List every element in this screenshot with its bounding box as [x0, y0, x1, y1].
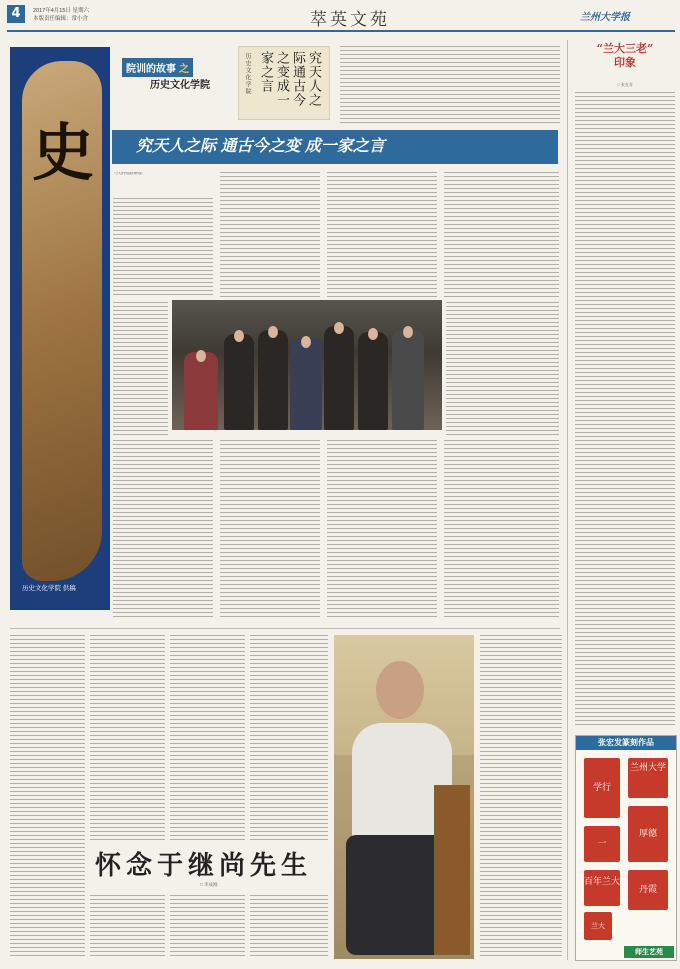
col4-text: [444, 172, 559, 298]
page-header: [0, 0, 680, 32]
photo-face: [368, 328, 378, 340]
seal-box-header: 张宏发篆刻作品: [576, 736, 676, 750]
kicker-text: 院训的故事: [126, 64, 176, 75]
col1-text: [113, 198, 213, 298]
seal-4: 厚德: [628, 806, 668, 862]
photo-face: [196, 350, 206, 362]
article-byline: □ 李成刚: [200, 882, 218, 887]
feature-banner: 究天人之际 通古今之变 成一家之言: [112, 130, 558, 164]
poster-caption: 历史文化学院 供稿: [22, 585, 76, 592]
side-title-main: “兰大三老”: [596, 42, 654, 55]
header-rule: [7, 30, 675, 32]
photo-face: [403, 326, 413, 338]
photo-person: [224, 334, 254, 430]
bottom-col2-text: [90, 635, 165, 840]
bottom-col5-text: [480, 635, 562, 959]
portrait-photo: [334, 635, 474, 959]
col2-text: [220, 172, 320, 298]
mid-col2-text: [220, 440, 320, 620]
column-divider: [567, 40, 568, 960]
photo-person: [358, 332, 388, 430]
seal-7: 兰大: [584, 912, 612, 940]
seal-3: 一: [584, 826, 620, 862]
bottom-col4-text: [250, 635, 328, 840]
side-column-text: [575, 92, 675, 727]
portrait-face: [376, 661, 424, 719]
side-title: [575, 42, 675, 70]
feature-kicker: [122, 58, 193, 77]
poster-calligraphy: 史: [31, 116, 94, 189]
editor-line: 本版责任编辑：常小含: [33, 16, 89, 22]
calligraphy-sign: 历史文化学院: [244, 53, 251, 95]
bottom-col3b-text: [170, 895, 245, 959]
calligraphy-image: [238, 46, 330, 120]
seal-1: 学行: [584, 758, 620, 818]
article-title: 怀念于继尚先生: [95, 851, 313, 881]
col3-text: [327, 172, 437, 298]
top-right-text: [340, 46, 560, 124]
col4b-text: [446, 302, 559, 437]
photo-person: [392, 330, 424, 430]
mid-col4-text: [444, 440, 559, 620]
photo-person: [324, 326, 354, 430]
section-title: 萃英文苑: [310, 10, 390, 30]
mid-col1-text: [113, 440, 213, 620]
seal-5: 百年兰大: [584, 870, 620, 906]
feature-subtitle: 历史文化学院: [150, 80, 210, 91]
masthead: 兰州大学报: [580, 12, 630, 23]
kicker-tag: 之: [179, 64, 189, 75]
calligraphy-col1: 究天人之: [306, 51, 321, 107]
date-line: 2017年4月15日 星期六: [33, 8, 89, 14]
bottom-col3-text: [170, 635, 245, 840]
photo-person: [258, 330, 288, 430]
seal-box-footer: 师生艺苑: [624, 946, 674, 958]
photo-face: [334, 322, 344, 334]
poster-image: [10, 47, 110, 610]
bottom-col4b-text: [250, 895, 328, 959]
col1b-text: [113, 302, 168, 437]
photo-face: [268, 326, 278, 338]
calligraphy-col2: 际通古今: [290, 51, 305, 107]
bottom-col1-text: [10, 635, 85, 959]
intro-note: 《兰大历史系的优秀传统》: [113, 172, 145, 175]
calligraphy-col3: 之变成一: [274, 51, 289, 107]
page-number: 4: [7, 5, 25, 23]
photo-face: [301, 336, 311, 348]
seal-2: 兰州大学: [628, 758, 668, 798]
seal-6: 丹霞: [628, 870, 668, 910]
group-photo: [172, 300, 442, 430]
side-byline: □ 张克非: [617, 82, 633, 87]
calligraphy-col4: 家之言: [258, 51, 273, 93]
bottom-col2b-text: [90, 895, 165, 959]
seal-artwork-box: [575, 735, 677, 961]
photo-person: [290, 338, 322, 430]
mid-col3-text: [327, 440, 437, 620]
side-title-sub: 印象: [614, 56, 636, 69]
photo-face: [234, 330, 244, 342]
section-divider: [10, 628, 560, 629]
portrait-chair: [434, 785, 470, 955]
photo-person: [184, 352, 218, 430]
